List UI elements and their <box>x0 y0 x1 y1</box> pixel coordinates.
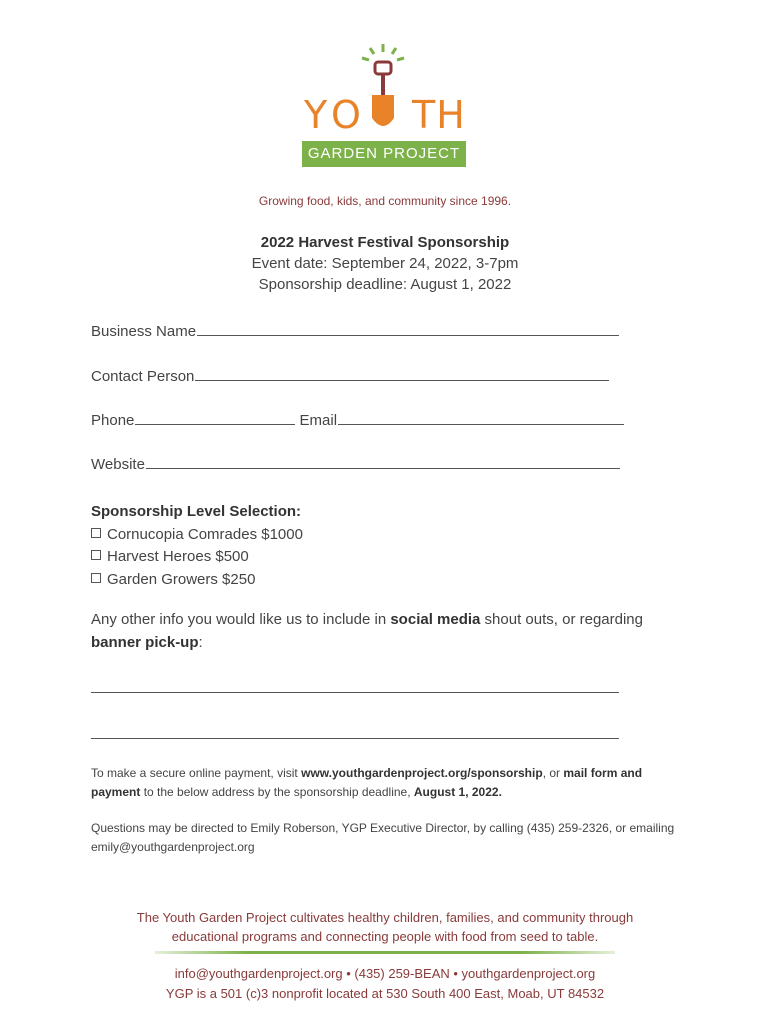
checkbox-icon[interactable] <box>91 550 101 560</box>
logo-banner: GARDEN PROJECT <box>302 141 466 167</box>
other-bold-banner: banner pick-up <box>91 633 199 651</box>
logo-letter-o: O <box>331 93 362 137</box>
other-bold-social: social media <box>390 611 481 628</box>
payment-instructions <box>91 764 691 802</box>
payment-bold: mail form and payment <box>91 766 643 799</box>
levels-heading: Sponsorship Level Selection: <box>91 503 302 520</box>
event-date: Event date: September 24, 2022, 3-7pm <box>251 255 519 272</box>
level-option[interactable] <box>91 546 303 569</box>
footer-address: YGP is a 501 (c)3 nonprofit located at 530 South 400 East, Moab, UT 84532 <box>165 986 605 1001</box>
business-name-field[interactable] <box>91 323 619 340</box>
tagline: Growing food, kids, and community since 1996. <box>258 194 512 208</box>
payment-url-link[interactable]: www.youthgardenproject.org/sponsorship <box>301 766 543 780</box>
level-label: Garden Growers $250 <box>107 570 256 588</box>
phone-email-field[interactable] <box>91 412 624 429</box>
website-label: Website <box>91 456 145 473</box>
payment-text: to the below address by the sponsorship deadline, <box>140 785 414 799</box>
answer-line[interactable] <box>91 738 619 739</box>
logo-letters-th: TH <box>412 93 466 137</box>
website-field[interactable] <box>91 456 620 473</box>
payment-deadline: August 1, 2022. <box>413 785 502 799</box>
logo-letter-y: Y <box>304 93 329 137</box>
business-name-line[interactable] <box>197 334 619 336</box>
email-line[interactable] <box>338 423 624 425</box>
sponsorship-deadline: Sponsorship deadline: August 1, 2022 <box>258 276 512 293</box>
questions-text: Questions may be directed to Emily Roberson, YGP Executive Director, by calling (435) 259-2326, or emailing emily@youthgardenproject.org <box>91 821 675 854</box>
sponsorship-levels <box>91 501 303 591</box>
other-text: shout outs, or regarding <box>480 611 643 628</box>
checkbox-icon[interactable] <box>91 528 101 538</box>
website-line[interactable] <box>146 467 620 469</box>
youth-garden-project-logo <box>300 40 470 170</box>
phone-label: Phone <box>91 412 135 429</box>
payment-text: , or <box>542 766 564 780</box>
answer-line[interactable] <box>91 692 619 693</box>
level-label: Cornucopia Comrades $1000 <box>107 525 303 543</box>
other-text: : <box>198 633 203 651</box>
level-label: Harvest Heroes $500 <box>107 548 249 565</box>
other-info-prompt <box>91 609 651 654</box>
other-text: Any other info you would like us to include in <box>91 611 391 628</box>
contact-person-field[interactable] <box>91 368 609 385</box>
footer <box>0 964 770 1004</box>
page-title: 2022 Harvest Festival Sponsorship <box>260 234 510 251</box>
mission-line: The Youth Garden Project cultivates healthy children, families, and community through <box>136 910 634 925</box>
level-option[interactable] <box>91 524 303 547</box>
phone-line[interactable] <box>135 423 295 425</box>
mission-statement <box>0 908 770 946</box>
email-label: Email <box>299 412 338 429</box>
title-block <box>0 234 770 297</box>
level-option[interactable] <box>91 569 303 592</box>
mission-line: educational programs and connecting people with food from seed to table. <box>171 929 599 944</box>
contact-person-line[interactable] <box>195 379 609 381</box>
footer-contact: info@youthgardenproject.org • (435) 259-BEAN • youthgardenproject.org <box>174 966 596 981</box>
payment-text: To make a secure online payment, visit <box>91 766 302 780</box>
checkbox-icon[interactable] <box>91 573 101 583</box>
contact-person-label: Contact Person <box>91 368 195 385</box>
divider <box>155 951 615 954</box>
business-name-label: Business Name <box>91 323 197 340</box>
